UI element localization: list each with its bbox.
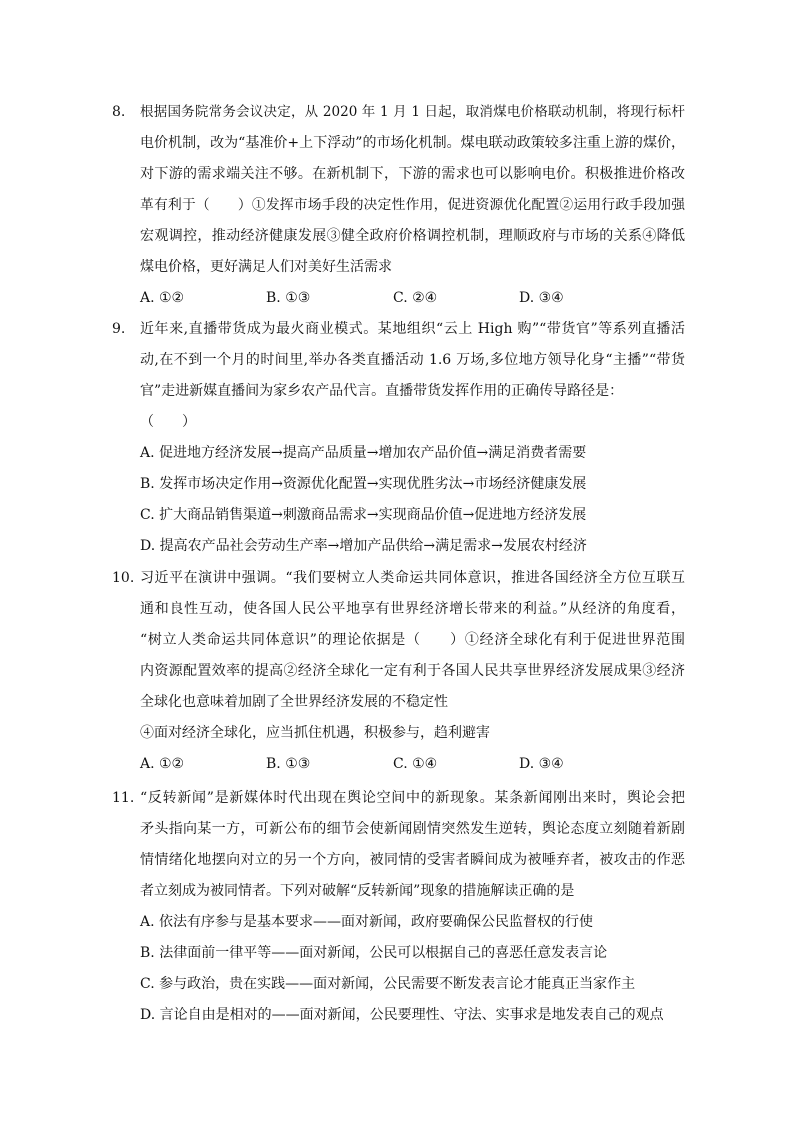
option-a[interactable]: A. 依法有序参与是基本要求——面对新闻，政府要确保公民监督权的行使 (140, 914, 594, 930)
stem-line: 宏观调控，推动经济健康发展③健全政府价格调控机制，理顺政府与市场的关系④降低 (140, 228, 685, 244)
option-c[interactable]: C. ①④ (393, 756, 438, 772)
option-b[interactable]: B. ①③ (266, 756, 311, 772)
stem-line: 电价机制，改为“基准价+上下浮动”的市场化机制。煤电联动政策较多注重上游的煤价， (140, 135, 685, 151)
option-d[interactable]: D. 言论自由是相对的——面对新闻，公民要理性、守法、实事求是地发表自己的观点 (140, 1007, 664, 1023)
question-stem (140, 563, 685, 780)
option-c[interactable]: C. 参与政治，贵在实践——面对新闻，公民需要不断发表言论才能真正当家作主 (140, 976, 636, 992)
stem-line: 内资源配置效率的提高②经济全球化一定有利于各国人民共享世界经济发展成果③经济 (140, 663, 685, 679)
option-d[interactable]: D. ③④ (519, 756, 564, 772)
answer-options (140, 283, 685, 314)
option-b[interactable]: B. 法律面前一律平等——面对新闻，公民可以根据自己的喜恶任意发表言论 (140, 945, 608, 961)
question-stem (140, 314, 685, 562)
option-a[interactable]: A. ①② (140, 756, 185, 772)
stem-line: 者立刻成为被同情者。下列对破解“反转新闻”现象的措施解读正确的是 (140, 883, 575, 899)
stem-line: 习近平在演讲中强调。“我们要树立人类命运共同体意识，推进各国经济全方位互联互 (140, 570, 685, 586)
option-b[interactable]: B. 发挥市场决定作用→资源优化配置→实现优胜劣汰→市场经济健康发展 (140, 476, 587, 492)
stem-line: 近年来,直播带货成为最火商业模式。某地组织“云上 High 购”“带货官”等系列直播活 (140, 321, 685, 337)
option-d[interactable]: D. 提高农产品社会劳动生产率→增加产品供给→满足需求→发展农村经济 (140, 538, 587, 554)
question-stem (140, 97, 685, 314)
stem-line: 矛头指向某一方，可新公布的细节会使新闻剧情突然发生逆转，舆论态度立刻随着新剧 (140, 821, 685, 837)
stem-line: 根据国务院常务会议决定，从 2020 年 1 月 1 日起，取消煤电价格联动机制，将现行标杆 (140, 104, 685, 120)
stem-line: 通和良性互动，使各国人民公平地享有世界经济增长带来的利益。”从经济的角度看， (140, 601, 685, 617)
question-number: 9. (112, 321, 126, 337)
option-c[interactable]: C. 扩大商品销售渠道→刺激商品需求→实现商品价值→促进地方经济发展 (140, 507, 587, 523)
stem-line: 革有利于（ ）①发挥市场手段的决定性作用，促进资源优化配置②运用行政手段加强 (140, 197, 685, 213)
stem-line: （ ） (140, 414, 196, 430)
stem-line: 对下游的需求端关注不够。在新机制下，下游的需求也可以影响电价。积极推进价格改 (140, 166, 685, 182)
question-stem (140, 783, 685, 1031)
option-b[interactable]: B. ①③ (266, 290, 311, 306)
stem-line: “树立人类命运共同体意识”的理论依据是（ ）①经济全球化有利于促进世界范围 (140, 632, 685, 648)
stem-line: ④面对经济全球化，应当抓住机遇，积极参与，趋利避害 (140, 725, 490, 741)
stem-line: 动,在不到一个月的时间里,举办各类直播活动 1.6 万场,多位地方领导化身“主播”“带货 (140, 352, 685, 368)
option-a[interactable]: A. ①② (140, 290, 185, 306)
stem-line: 全球化也意味着加剧了全世界经济发展的不稳定性 (140, 694, 448, 710)
answer-options (140, 749, 685, 780)
stem-line: “反转新闻”是新媒体时代出现在舆论空间中的新现象。某条新闻刚出来时，舆论会把 (140, 790, 685, 806)
question-number: 8. (112, 104, 126, 120)
question-number: 10. (112, 570, 135, 586)
stem-line: 情情绪化地摆向对立的另一个方向，被同情的受害者瞬间成为被唾弃者，被攻击的作恶 (140, 852, 685, 868)
stem-line: 煤电价格，更好满足人们对美好生活需求 (140, 259, 392, 275)
stem-line: 官”走进新媒直播间为家乡农产品代言。直播带货发挥作用的正确传导路径是： (140, 383, 624, 399)
option-d[interactable]: D. ③④ (519, 290, 564, 306)
option-c[interactable]: C. ②④ (393, 290, 438, 306)
question-number: 11. (112, 790, 135, 806)
option-a[interactable]: A. 促进地方经济发展→提高产品质量→增加农产品价值→满足消费者需要 (140, 445, 587, 461)
